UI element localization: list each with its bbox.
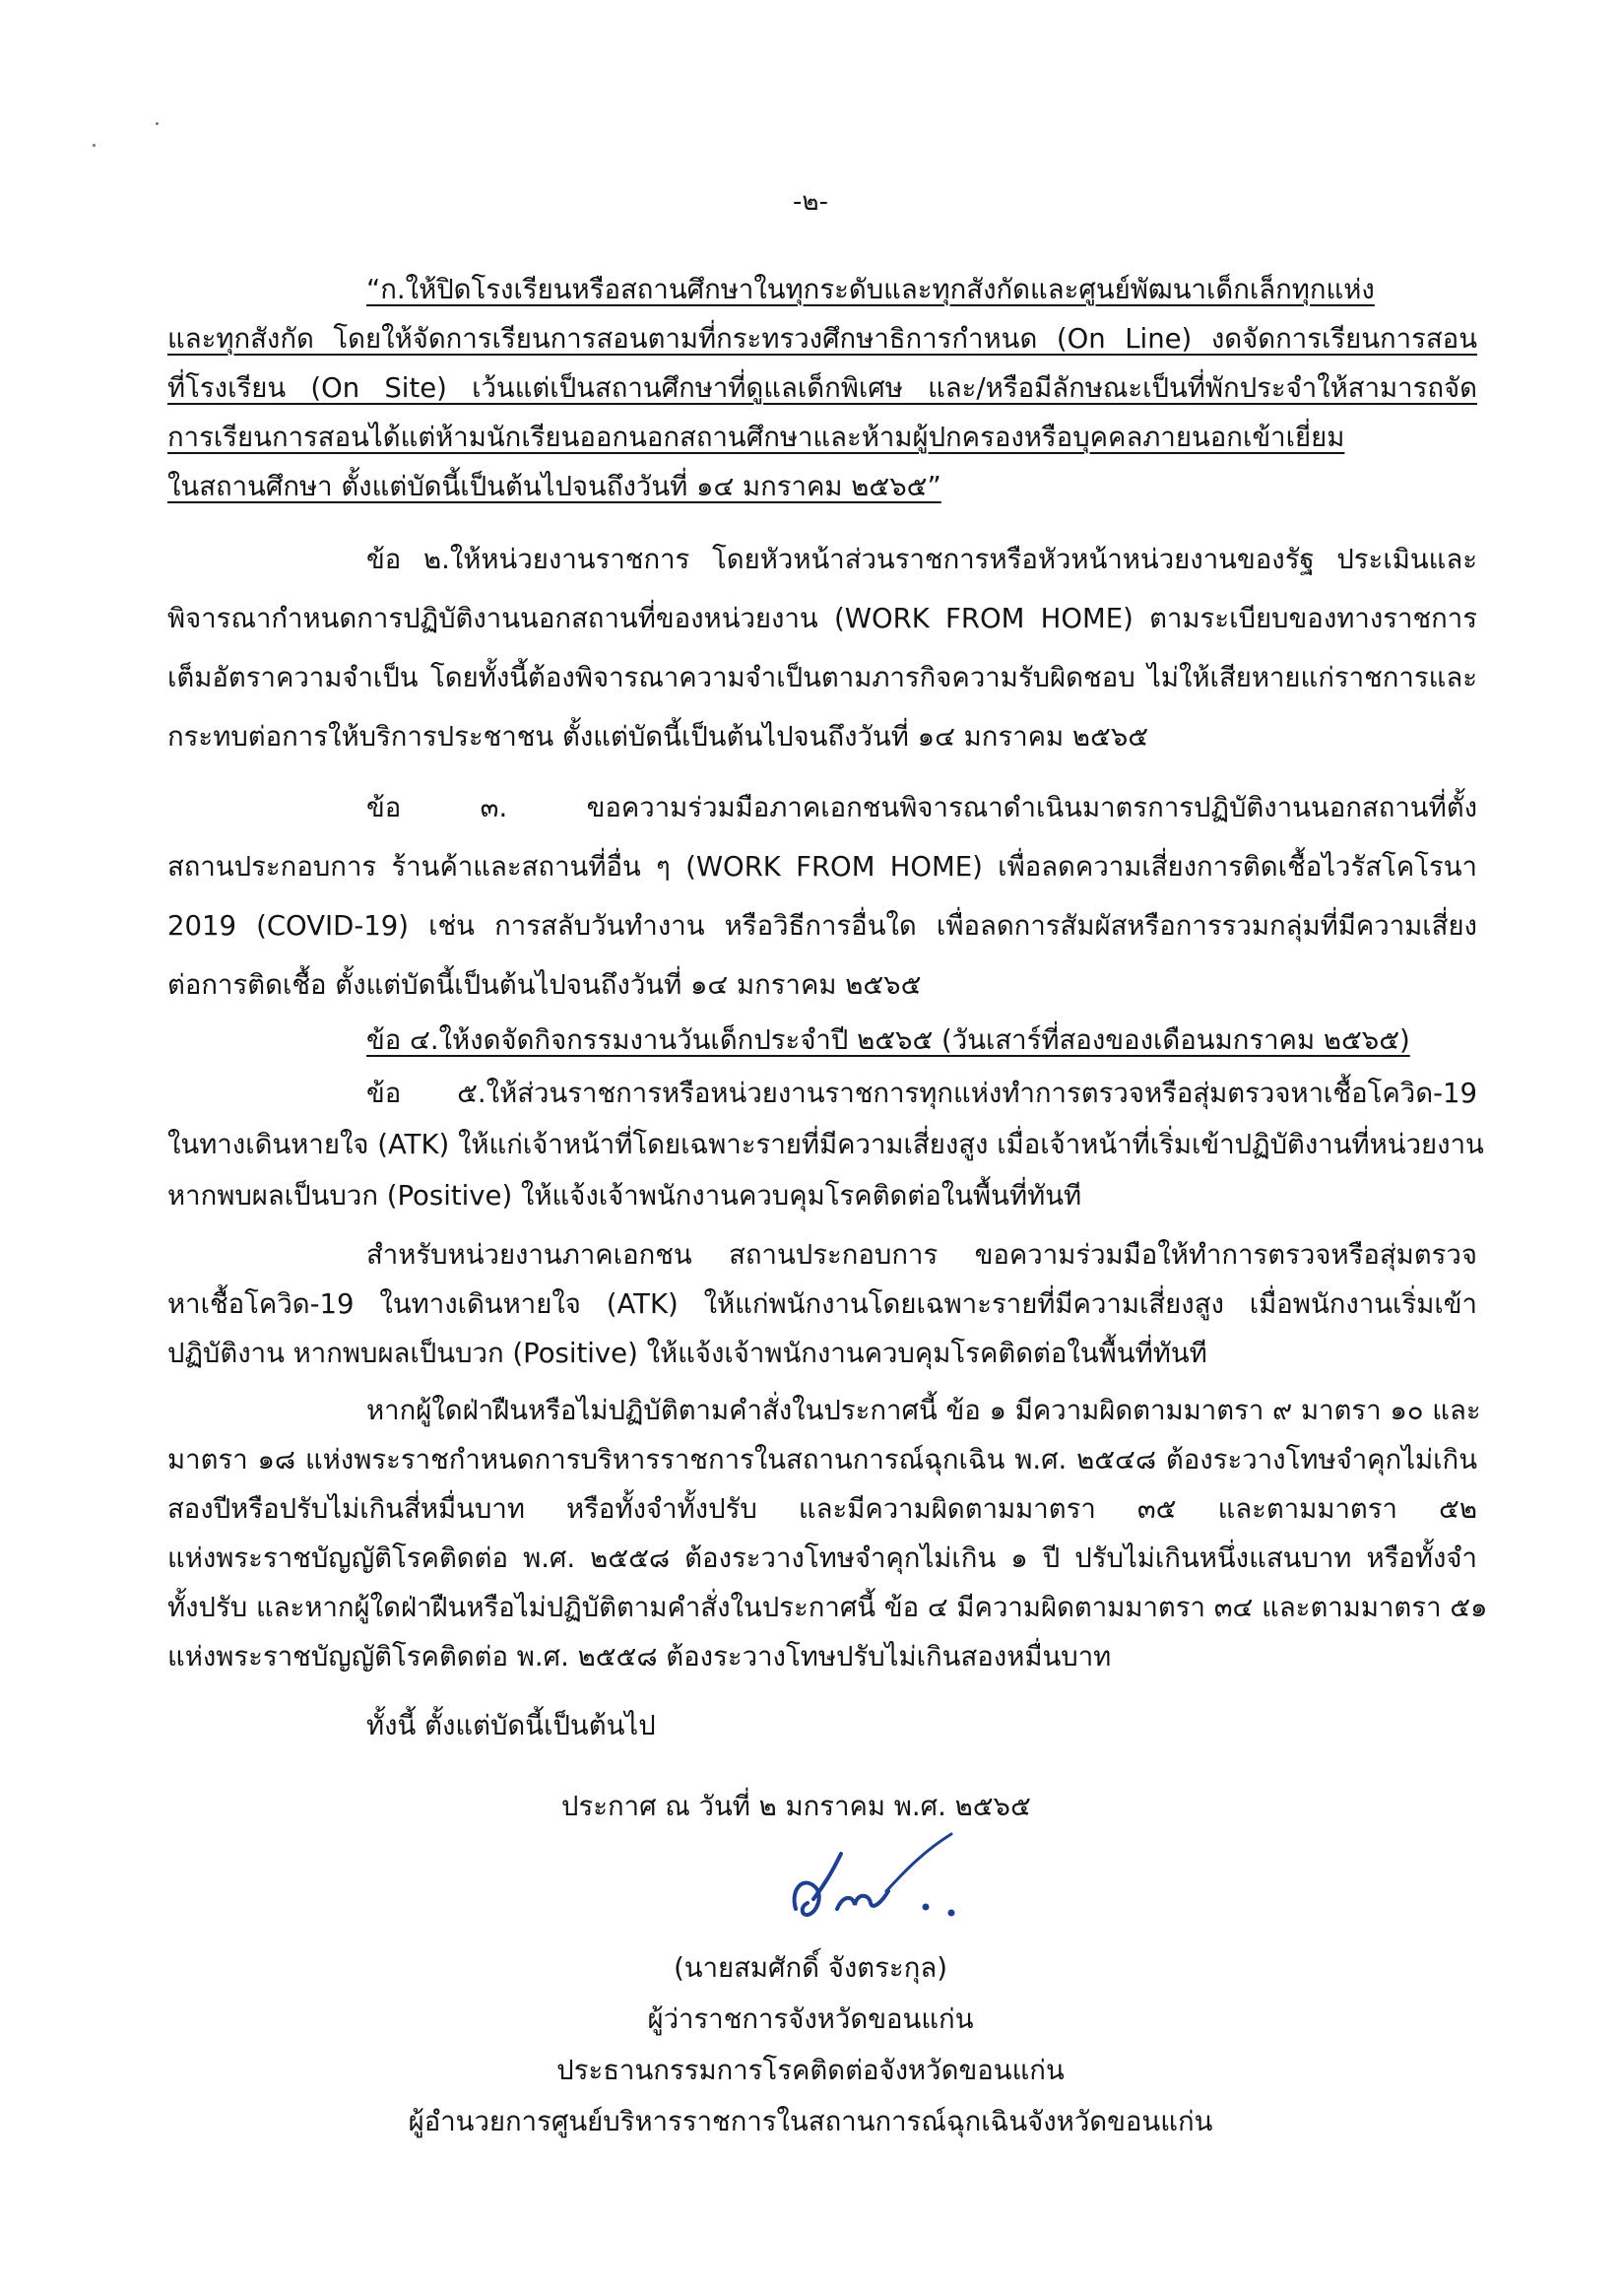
clause-line: สถานประกอบการ ร้านค้าและสถานที่อื่น ๆ (WORK FROM HOME) เพื่อลดความเสี่ยงการติดเชื้อไวรัสโคโรนา [167,851,1477,883]
quote-line: ที่โรงเรียน (On Site) เว้นแต่เป็นสถานศึกษาที่ดูแลเด็กพิเศษ และ/หรือมีลักษณะเป็นที่พักประจำให้สามารถจัด [167,372,1477,404]
signatory-title: ผู้อำนวยการศูนย์บริหารราชการในสถานการณ์ฉุกเฉินจังหวัดขอนแก่น [408,2106,1213,2137]
paragraph-line: ปฏิบัติงาน หากพบผลเป็นบวก (Positive) ให้แจ้งเจ้าพนักงานควบคุมโรคติดต่อในพื้นที่ทันที [167,1338,1207,1369]
page-number: -๒- [793,187,828,217]
paragraph-line: สำหรับหน่วยงานภาคเอกชน สถานประกอบการ ขอความร่วมมือให้ทำการตรวจหรือสุ่มตรวจ [366,1239,1477,1271]
quote-line: และทุกสังกัด โดยให้จัดการเรียนการสอนตามที่กระทรวงศึกษาธิการกำหนด (On Line) งดจัดการเรียนการสอน [167,323,1477,355]
paragraph-line: สองปีหรือปรับไม่เกินสี่หมื่นบาท หรือทั้งจำทั้งปรับ และมีความผิดตามมาตรา ๓๕ และตามมาตรา ๕๒ [167,1493,1477,1525]
clause-line: ข้อ ๓. ขอความร่วมมือภาคเอกชนพิจารณาดำเนินมาตรการปฏิบัติงานนอกสถานที่ตั้ง [366,792,1477,823]
clause-line: กระทบต่อการให้บริการประชาชน ตั้งแต่บัดนี้เป็นต้นไปจนถึงวันที่ ๑๔ มกราคม ๒๕๖๕ [167,721,1149,753]
quote-line: ในสถานศึกษา ตั้งแต่บัดนี้เป็นต้นไปจนถึงวันที่ ๑๔ มกราคม ๒๕๖๕” [167,471,941,502]
paragraph-line: หากผู้ใดฝ่าฝืนหรือไม่ปฏิบัติตามคำสั่งในประกาศนี้ ข้อ ๑ มีความผิดตามมาตรา ๙ มาตรา ๑๐ และ [366,1395,1481,1426]
clause-line: เต็มอัตราความจำเป็น โดยทั้งนี้ต้องพิจารณาความจำเป็นตามภารกิจความรับผิดชอบ ไม่ให้เสียหายแก่ราชการและ [167,662,1477,693]
clause-line: พิจารณากำหนดการปฏิบัติงานนอกสถานที่ของหน่วยงาน (WORK FROM HOME) ตามระเบียบของทางราชการ [167,603,1477,634]
signatory-title: ประธานกรรมการโรคติดต่อจังหวัดขอนแก่น [556,2055,1065,2086]
signatory-title: ผู้ว่าราชการจังหวัดขอนแก่น [647,2003,974,2035]
paragraph-line: หาเชื้อโควิด-19 ในทางเดินหายใจ (ATK) ให้แก่พนักงานโดยเฉพาะรายที่มีความเสี่ยงสูง เมื่อพนักงานเริ่มเข้า [167,1288,1477,1320]
clause-line: ในทางเดินหายใจ (ATK) ให้แก่เจ้าหน้าที่โดยเฉพาะรายที่มีความเสี่ยงสูง เมื่อเจ้าหน้าที่เริ่มเข้าปฏิบัติงานที่หน่วยงาน [167,1129,1484,1160]
clause-4: ข้อ ๔.ให้งดจัดกิจกรรมงานวันเด็กประจำปี ๒๕๖๕ (วันเสาร์ที่สองของเดือนมกราคม ๒๕๖๕) [366,1024,1410,1056]
effective-statement: ทั้งนี้ ตั้งแต่บัดนี้เป็นต้นไป [366,1710,656,1741]
signatory-name: (นายสมศักดิ์ จังตระกุล) [674,1952,947,1984]
handwritten-signature [778,1832,995,1940]
clause-line: ข้อ ๕.ให้ส่วนราชการหรือหน่วยงานราชการทุกแห่งทำการตรวจหรือสุ่มตรวจหาเชื้อโควิด-19 [366,1078,1477,1109]
clause-line: 2019 (COVID-19) เช่น การสลับวันทำงาน หรือวิธีการอื่นใด เพื่อลดการสัมผัสหรือการรวมกลุ่มที่มีความเสี่ยง [167,910,1477,942]
quote-line: “ก.ให้ปิดโรงเรียนหรือสถานศึกษาในทุกระดับและทุกสังกัดและศูนย์พัฒนาเด็กเล็กทุกแห่ง [366,274,1375,305]
paragraph-line: ทั้งปรับ และหากผู้ใดฝ่าฝืนหรือไม่ปฏิบัติตามคำสั่งในประกาศนี้ ข้อ ๔ มีความผิดตามมาตรา ๓๔ และตามมาตรา ๕๑ [167,1592,1488,1623]
paragraph-line: แห่งพระราชบัญญัติโรคติดต่อ พ.ศ. ๒๕๕๘ ต้องระวางโทษปรับไม่เกินสองหมื่นบาท [167,1641,1112,1673]
paragraph-line: แห่งพระราชบัญญัติโรคติดต่อ พ.ศ. ๒๕๕๘ ต้องระวางโทษจำคุกไม่เกิน ๑ ปี ปรับไม่เกินหนึ่งแสนบาท หรือทั้งจำ [167,1542,1477,1574]
clause-line: ข้อ ๒.ให้หน่วยงานราชการ โดยหัวหน้าส่วนราชการหรือหัวหน้าหน่วยงานของรัฐ ประเมินและ [366,544,1477,575]
announcement-date: ประกาศ ณ วันที่ ๒ มกราคม พ.ศ. ๒๕๖๕ [561,1791,1031,1822]
quote-line: การเรียนการสอนได้แต่ห้ามนักเรียนออกนอกสถานศึกษาและห้ามผู้ปกครองหรือบุคคลภายนอกเข้าเยี่ยม [167,422,1345,453]
clause-line: ต่อการติดเชื้อ ตั้งแต่บัดนี้เป็นต้นไปจนถึงวันที่ ๑๔ มกราคม ๒๕๖๕ [167,969,922,1001]
clause-line: หากพบผลเป็นบวก (Positive) ให้แจ้งเจ้าพนักงานควบคุมโรคติดต่อในพื้นที่ทันที [167,1180,1082,1212]
scan-speck [156,122,159,125]
paragraph-line: มาตรา ๑๘ แห่งพระราชกำหนดการบริหารราชการในสถานการณ์ฉุกเฉิน พ.ศ. ๒๕๔๘ ต้องระวางโทษจำคุกไม่เกิน [167,1444,1477,1476]
scan-speck [93,144,96,147]
